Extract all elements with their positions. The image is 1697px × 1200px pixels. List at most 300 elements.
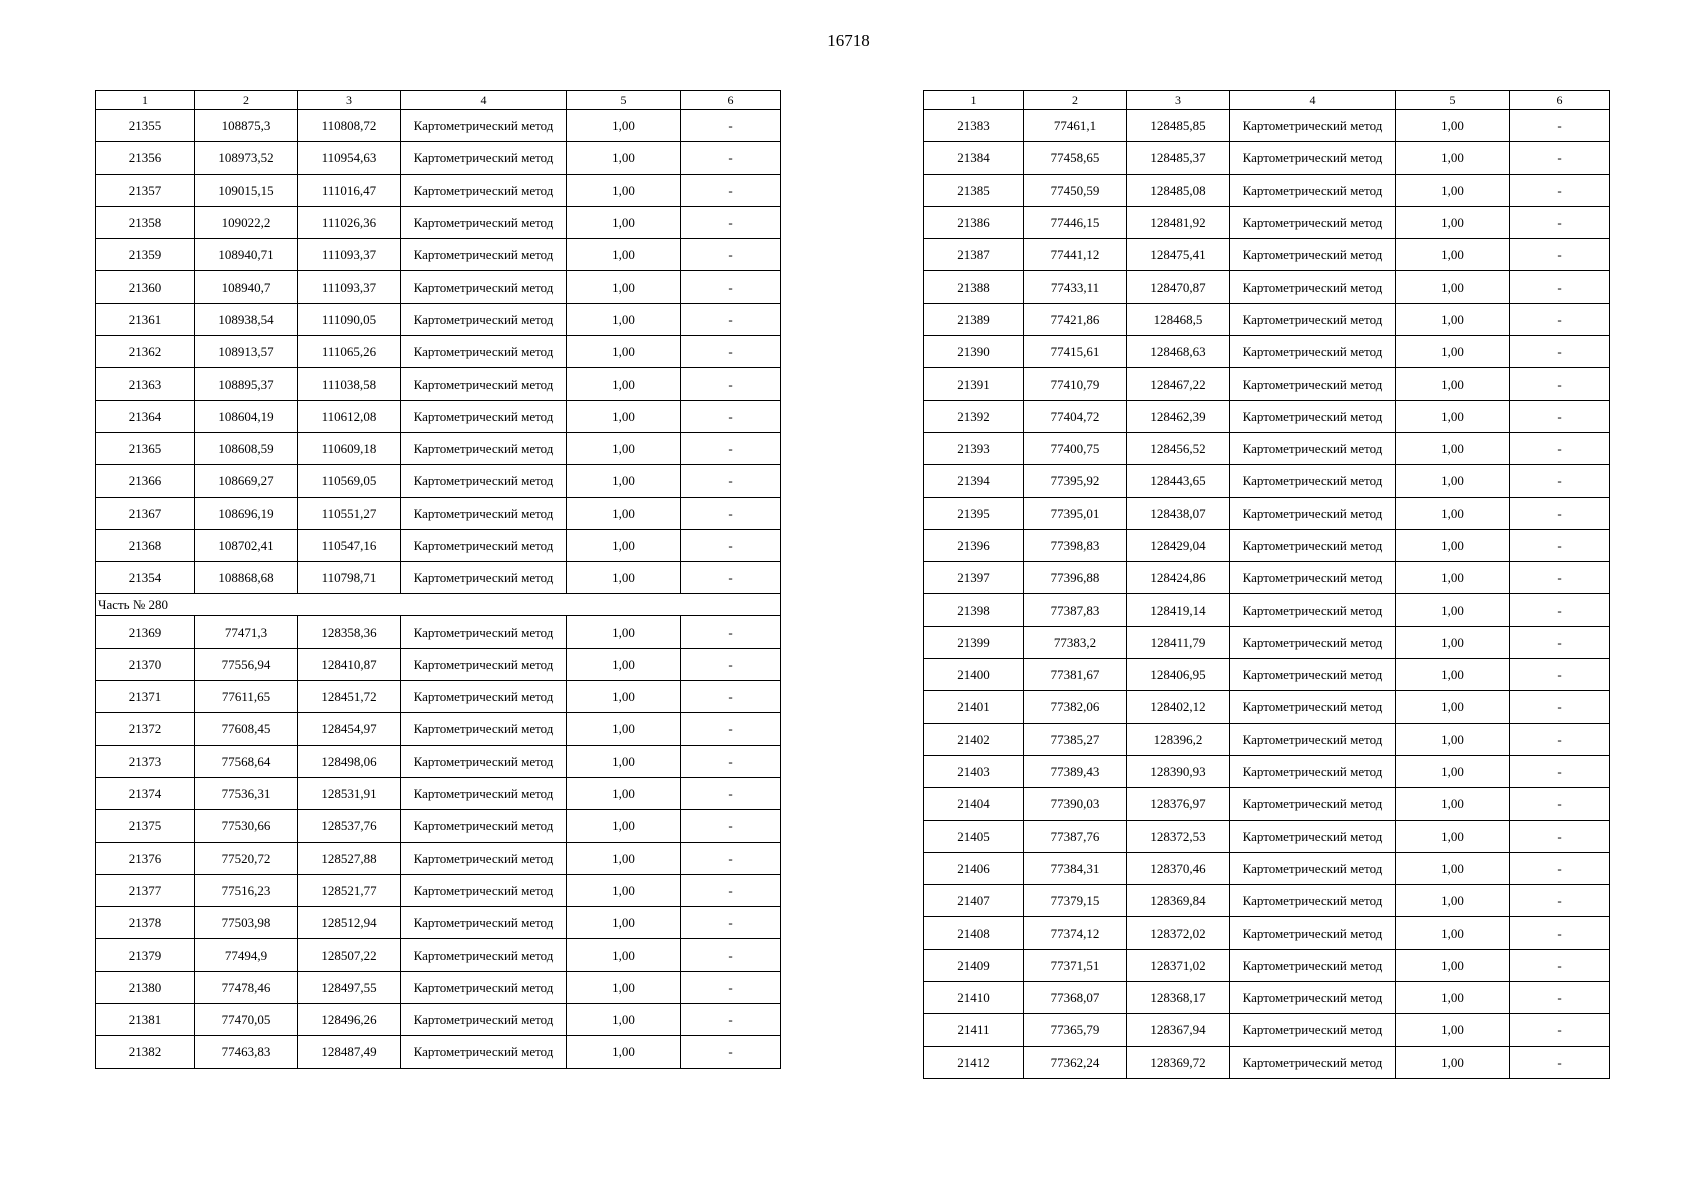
- accuracy-cell: 1,00: [1396, 659, 1510, 691]
- table-row: [96, 842, 781, 874]
- y-coordinate-cell: 128390,93: [1127, 755, 1230, 787]
- x-coordinate-cell: 77441,12: [1024, 239, 1127, 271]
- method-cell: Картометрический метод: [1230, 626, 1396, 658]
- note-cell: -: [1510, 691, 1610, 723]
- table-row: [96, 810, 781, 842]
- accuracy-cell: 1,00: [567, 529, 681, 561]
- note-cell: -: [1510, 1046, 1610, 1078]
- x-coordinate-cell: 77381,67: [1024, 659, 1127, 691]
- method-cell: Картометрический метод: [1230, 852, 1396, 884]
- point-number-cell: 21368: [96, 529, 195, 561]
- note-cell: -: [681, 529, 781, 561]
- table-row: [924, 820, 1610, 852]
- method-cell: Картометрический метод: [1230, 917, 1396, 949]
- table-row: [924, 1014, 1610, 1046]
- method-cell: Картометрический метод: [401, 368, 567, 400]
- accuracy-cell: 1,00: [1396, 497, 1510, 529]
- y-coordinate-cell: 128451,72: [298, 681, 401, 713]
- method-cell: Картометрический метод: [1230, 303, 1396, 335]
- point-number-cell: 21385: [924, 174, 1024, 206]
- y-coordinate-cell: 128372,02: [1127, 917, 1230, 949]
- accuracy-cell: 1,00: [567, 1036, 681, 1068]
- point-number-cell: 21380: [96, 971, 195, 1003]
- column-header-5: 5: [567, 91, 681, 110]
- y-coordinate-cell: 128485,85: [1127, 110, 1230, 142]
- column-header-4: 4: [1230, 91, 1396, 110]
- table-row: [924, 271, 1610, 303]
- y-coordinate-cell: 110954,63: [298, 142, 401, 174]
- y-coordinate-cell: 128438,07: [1127, 497, 1230, 529]
- note-cell: -: [1510, 659, 1610, 691]
- y-coordinate-cell: 128470,87: [1127, 271, 1230, 303]
- y-coordinate-cell: 128475,41: [1127, 239, 1230, 271]
- table-row: [924, 336, 1610, 368]
- accuracy-cell: 1,00: [1396, 142, 1510, 174]
- table-row: [96, 174, 781, 206]
- method-cell: Картометрический метод: [401, 239, 567, 271]
- right-table-body: [924, 91, 1610, 1079]
- note-cell: -: [681, 842, 781, 874]
- point-number-cell: 21411: [924, 1014, 1024, 1046]
- method-cell: Картометрический метод: [1230, 497, 1396, 529]
- x-coordinate-cell: 108940,71: [195, 239, 298, 271]
- table-row: [96, 777, 781, 809]
- table-row: [96, 336, 781, 368]
- column-header-1: 1: [96, 91, 195, 110]
- y-coordinate-cell: 128424,86: [1127, 562, 1230, 594]
- note-cell: -: [1510, 336, 1610, 368]
- point-number-cell: 21386: [924, 206, 1024, 238]
- accuracy-cell: 1,00: [567, 368, 681, 400]
- note-cell: -: [1510, 271, 1610, 303]
- point-number-cell: 21383: [924, 110, 1024, 142]
- x-coordinate-cell: 77421,86: [1024, 303, 1127, 335]
- point-number-cell: 21362: [96, 336, 195, 368]
- accuracy-cell: 1,00: [567, 648, 681, 680]
- method-cell: Картометрический метод: [401, 842, 567, 874]
- x-coordinate-cell: 77470,05: [195, 1004, 298, 1036]
- section-label: Часть № 280: [96, 594, 781, 616]
- accuracy-cell: 1,00: [567, 142, 681, 174]
- accuracy-cell: 1,00: [567, 842, 681, 874]
- table-row: [96, 713, 781, 745]
- accuracy-cell: 1,00: [567, 681, 681, 713]
- y-coordinate-cell: 128396,2: [1127, 723, 1230, 755]
- x-coordinate-cell: 108608,59: [195, 432, 298, 464]
- y-coordinate-cell: 128376,97: [1127, 788, 1230, 820]
- x-coordinate-cell: 77398,83: [1024, 529, 1127, 561]
- table-row: [924, 465, 1610, 497]
- y-coordinate-cell: 128467,22: [1127, 368, 1230, 400]
- note-cell: -: [681, 616, 781, 648]
- y-coordinate-cell: 128443,65: [1127, 465, 1230, 497]
- method-cell: Картометрический метод: [1230, 1014, 1396, 1046]
- point-number-cell: 21401: [924, 691, 1024, 723]
- method-cell: Картометрический метод: [1230, 755, 1396, 787]
- x-coordinate-cell: 77458,65: [1024, 142, 1127, 174]
- y-coordinate-cell: 128419,14: [1127, 594, 1230, 626]
- y-coordinate-cell: 111093,37: [298, 239, 401, 271]
- method-cell: Картометрический метод: [1230, 562, 1396, 594]
- y-coordinate-cell: 128487,49: [298, 1036, 401, 1068]
- table-row: [924, 723, 1610, 755]
- x-coordinate-cell: 77383,2: [1024, 626, 1127, 658]
- method-cell: Картометрический метод: [1230, 594, 1396, 626]
- note-cell: -: [1510, 1014, 1610, 1046]
- x-coordinate-cell: 77400,75: [1024, 432, 1127, 464]
- point-number-cell: 21365: [96, 432, 195, 464]
- y-coordinate-cell: 110547,16: [298, 529, 401, 561]
- x-coordinate-cell: 77556,94: [195, 648, 298, 680]
- column-header-6: 6: [1510, 91, 1610, 110]
- accuracy-cell: 1,00: [1396, 885, 1510, 917]
- y-coordinate-cell: 128485,08: [1127, 174, 1230, 206]
- x-coordinate-cell: 77395,92: [1024, 465, 1127, 497]
- point-number-cell: 21395: [924, 497, 1024, 529]
- note-cell: -: [1510, 723, 1610, 755]
- point-number-cell: 21376: [96, 842, 195, 874]
- y-coordinate-cell: 128512,94: [298, 907, 401, 939]
- table-row: [924, 497, 1610, 529]
- point-number-cell: 21375: [96, 810, 195, 842]
- accuracy-cell: 1,00: [1396, 626, 1510, 658]
- y-coordinate-cell: 128454,97: [298, 713, 401, 745]
- column-header-4: 4: [401, 91, 567, 110]
- point-number-cell: 21377: [96, 874, 195, 906]
- note-cell: -: [681, 110, 781, 142]
- point-number-cell: 21372: [96, 713, 195, 745]
- table-row: [96, 271, 781, 303]
- table-row: [924, 755, 1610, 787]
- column-header-1: 1: [924, 91, 1024, 110]
- note-cell: -: [681, 562, 781, 594]
- note-cell: -: [1510, 820, 1610, 852]
- x-coordinate-cell: 77463,83: [195, 1036, 298, 1068]
- x-coordinate-cell: 108973,52: [195, 142, 298, 174]
- accuracy-cell: 1,00: [567, 432, 681, 464]
- left-table-body: [96, 91, 781, 1069]
- method-cell: Картометрический метод: [401, 907, 567, 939]
- column-header-3: 3: [1127, 91, 1230, 110]
- x-coordinate-cell: 77371,51: [1024, 949, 1127, 981]
- note-cell: -: [681, 874, 781, 906]
- method-cell: Картометрический метод: [401, 713, 567, 745]
- x-coordinate-cell: 108940,7: [195, 271, 298, 303]
- accuracy-cell: 1,00: [567, 239, 681, 271]
- accuracy-cell: 1,00: [1396, 174, 1510, 206]
- x-coordinate-cell: 77568,64: [195, 745, 298, 777]
- table-row: [96, 907, 781, 939]
- table-row: [924, 949, 1610, 981]
- x-coordinate-cell: 109015,15: [195, 174, 298, 206]
- table-row: [924, 239, 1610, 271]
- note-cell: -: [1510, 174, 1610, 206]
- note-cell: -: [1510, 497, 1610, 529]
- method-cell: Картометрический метод: [401, 174, 567, 206]
- x-coordinate-cell: 108938,54: [195, 303, 298, 335]
- method-cell: Картометрический метод: [401, 1036, 567, 1068]
- note-cell: -: [681, 271, 781, 303]
- x-coordinate-cell: 108669,27: [195, 465, 298, 497]
- point-number-cell: 21381: [96, 1004, 195, 1036]
- accuracy-cell: 1,00: [1396, 723, 1510, 755]
- x-coordinate-cell: 77415,61: [1024, 336, 1127, 368]
- method-cell: Картометрический метод: [1230, 949, 1396, 981]
- y-coordinate-cell: 111090,05: [298, 303, 401, 335]
- point-number-cell: 21371: [96, 681, 195, 713]
- y-coordinate-cell: 128468,63: [1127, 336, 1230, 368]
- y-coordinate-cell: 111026,36: [298, 206, 401, 238]
- table-row: [924, 303, 1610, 335]
- x-coordinate-cell: 77410,79: [1024, 368, 1127, 400]
- accuracy-cell: 1,00: [567, 810, 681, 842]
- accuracy-cell: 1,00: [567, 907, 681, 939]
- y-coordinate-cell: 110808,72: [298, 110, 401, 142]
- y-coordinate-cell: 110569,05: [298, 465, 401, 497]
- y-coordinate-cell: 128406,95: [1127, 659, 1230, 691]
- table-row: [96, 110, 781, 142]
- note-cell: -: [1510, 982, 1610, 1014]
- method-cell: Картометрический метод: [1230, 788, 1396, 820]
- y-coordinate-cell: 128481,92: [1127, 206, 1230, 238]
- table-row: [924, 432, 1610, 464]
- note-cell: -: [681, 239, 781, 271]
- table-row: [96, 1004, 781, 1036]
- table-row: [96, 681, 781, 713]
- y-coordinate-cell: 128456,52: [1127, 432, 1230, 464]
- x-coordinate-cell: 77516,23: [195, 874, 298, 906]
- note-cell: -: [1510, 949, 1610, 981]
- x-coordinate-cell: 77503,98: [195, 907, 298, 939]
- point-number-cell: 21384: [924, 142, 1024, 174]
- point-number-cell: 21408: [924, 917, 1024, 949]
- x-coordinate-cell: 108696,19: [195, 497, 298, 529]
- y-coordinate-cell: 110798,71: [298, 562, 401, 594]
- table-row: [96, 745, 781, 777]
- accuracy-cell: 1,00: [1396, 982, 1510, 1014]
- table-row: [96, 368, 781, 400]
- accuracy-cell: 1,00: [1396, 691, 1510, 723]
- x-coordinate-cell: 108604,19: [195, 400, 298, 432]
- x-coordinate-cell: 77478,46: [195, 971, 298, 1003]
- y-coordinate-cell: 110609,18: [298, 432, 401, 464]
- method-cell: Картометрический метод: [1230, 1046, 1396, 1078]
- table-row: [924, 110, 1610, 142]
- table-row: [924, 368, 1610, 400]
- y-coordinate-cell: 128429,04: [1127, 529, 1230, 561]
- accuracy-cell: 1,00: [1396, 1014, 1510, 1046]
- accuracy-cell: 1,00: [567, 562, 681, 594]
- method-cell: Картометрический метод: [401, 400, 567, 432]
- y-coordinate-cell: 111016,47: [298, 174, 401, 206]
- accuracy-cell: 1,00: [1396, 852, 1510, 884]
- accuracy-cell: 1,00: [567, 497, 681, 529]
- table-row: [96, 1036, 781, 1068]
- x-coordinate-cell: 77384,31: [1024, 852, 1127, 884]
- accuracy-cell: 1,00: [1396, 239, 1510, 271]
- accuracy-cell: 1,00: [1396, 206, 1510, 238]
- note-cell: -: [1510, 303, 1610, 335]
- accuracy-cell: 1,00: [567, 939, 681, 971]
- point-number-cell: 21387: [924, 239, 1024, 271]
- point-number-cell: 21392: [924, 400, 1024, 432]
- x-coordinate-cell: 77446,15: [1024, 206, 1127, 238]
- accuracy-cell: 1,00: [567, 303, 681, 335]
- table-row: [924, 206, 1610, 238]
- method-cell: Картометрический метод: [1230, 529, 1396, 561]
- accuracy-cell: 1,00: [1396, 303, 1510, 335]
- accuracy-cell: 1,00: [1396, 755, 1510, 787]
- note-cell: -: [1510, 432, 1610, 464]
- method-cell: Картометрический метод: [401, 745, 567, 777]
- column-header-2: 2: [1024, 91, 1127, 110]
- method-cell: Картометрический метод: [401, 562, 567, 594]
- note-cell: -: [1510, 626, 1610, 658]
- method-cell: Картометрический метод: [401, 616, 567, 648]
- point-number-cell: 21374: [96, 777, 195, 809]
- accuracy-cell: 1,00: [567, 1004, 681, 1036]
- method-cell: Картометрический метод: [401, 303, 567, 335]
- point-number-cell: 21405: [924, 820, 1024, 852]
- note-cell: -: [1510, 594, 1610, 626]
- note-cell: -: [1510, 529, 1610, 561]
- x-coordinate-cell: 77365,79: [1024, 1014, 1127, 1046]
- y-coordinate-cell: 128468,5: [1127, 303, 1230, 335]
- accuracy-cell: 1,00: [567, 971, 681, 1003]
- note-cell: -: [1510, 788, 1610, 820]
- x-coordinate-cell: 77611,65: [195, 681, 298, 713]
- table-row: [96, 529, 781, 561]
- accuracy-cell: 1,00: [567, 110, 681, 142]
- method-cell: Картометрический метод: [1230, 336, 1396, 368]
- point-number-cell: 21410: [924, 982, 1024, 1014]
- accuracy-cell: 1,00: [1396, 1046, 1510, 1078]
- note-cell: -: [681, 432, 781, 464]
- note-cell: -: [681, 400, 781, 432]
- point-number-cell: 21359: [96, 239, 195, 271]
- point-number-cell: 21361: [96, 303, 195, 335]
- note-cell: -: [1510, 206, 1610, 238]
- y-coordinate-cell: 128358,36: [298, 616, 401, 648]
- accuracy-cell: 1,00: [567, 713, 681, 745]
- x-coordinate-cell: 77494,9: [195, 939, 298, 971]
- y-coordinate-cell: 128369,84: [1127, 885, 1230, 917]
- note-cell: -: [681, 777, 781, 809]
- note-cell: -: [681, 713, 781, 745]
- accuracy-cell: 1,00: [567, 400, 681, 432]
- method-cell: Картометрический метод: [1230, 271, 1396, 303]
- accuracy-cell: 1,00: [1396, 465, 1510, 497]
- method-cell: Картометрический метод: [1230, 239, 1396, 271]
- x-coordinate-cell: 77389,43: [1024, 755, 1127, 787]
- accuracy-cell: 1,00: [1396, 432, 1510, 464]
- y-coordinate-cell: 128507,22: [298, 939, 401, 971]
- accuracy-cell: 1,00: [567, 465, 681, 497]
- point-number-cell: 21382: [96, 1036, 195, 1068]
- y-coordinate-cell: 128498,06: [298, 745, 401, 777]
- table-row: [924, 400, 1610, 432]
- y-coordinate-cell: 128369,72: [1127, 1046, 1230, 1078]
- accuracy-cell: 1,00: [1396, 788, 1510, 820]
- method-cell: Картометрический метод: [1230, 174, 1396, 206]
- table-row: [96, 648, 781, 680]
- method-cell: Картометрический метод: [401, 271, 567, 303]
- note-cell: -: [681, 745, 781, 777]
- x-coordinate-cell: 108913,57: [195, 336, 298, 368]
- x-coordinate-cell: 108702,41: [195, 529, 298, 561]
- point-number-cell: 21389: [924, 303, 1024, 335]
- x-coordinate-cell: 77368,07: [1024, 982, 1127, 1014]
- accuracy-cell: 1,00: [1396, 336, 1510, 368]
- table-row: [96, 432, 781, 464]
- x-coordinate-cell: 77396,88: [1024, 562, 1127, 594]
- x-coordinate-cell: 77433,11: [1024, 271, 1127, 303]
- x-coordinate-cell: 77536,31: [195, 777, 298, 809]
- x-coordinate-cell: 77461,1: [1024, 110, 1127, 142]
- point-number-cell: 21402: [924, 723, 1024, 755]
- note-cell: -: [681, 206, 781, 238]
- note-cell: -: [1510, 562, 1610, 594]
- note-cell: -: [681, 648, 781, 680]
- x-coordinate-cell: 109022,2: [195, 206, 298, 238]
- point-number-cell: 21369: [96, 616, 195, 648]
- table-row: [96, 142, 781, 174]
- table-row: [924, 529, 1610, 561]
- note-cell: -: [681, 681, 781, 713]
- point-number-cell: 21400: [924, 659, 1024, 691]
- table-row: [924, 659, 1610, 691]
- column-header-3: 3: [298, 91, 401, 110]
- x-coordinate-cell: 77520,72: [195, 842, 298, 874]
- note-cell: -: [681, 174, 781, 206]
- method-cell: Картометрический метод: [401, 681, 567, 713]
- table-row: [96, 239, 781, 271]
- table-row: [96, 616, 781, 648]
- x-coordinate-cell: 77382,06: [1024, 691, 1127, 723]
- table-row: [924, 142, 1610, 174]
- method-cell: Картометрический метод: [401, 336, 567, 368]
- accuracy-cell: 1,00: [1396, 820, 1510, 852]
- point-number-cell: 21388: [924, 271, 1024, 303]
- method-cell: Картометрический метод: [1230, 982, 1396, 1014]
- x-coordinate-cell: 108895,37: [195, 368, 298, 400]
- accuracy-cell: 1,00: [567, 336, 681, 368]
- point-number-cell: 21379: [96, 939, 195, 971]
- table-row: [96, 465, 781, 497]
- y-coordinate-cell: 111038,58: [298, 368, 401, 400]
- table-row: [924, 626, 1610, 658]
- method-cell: Картометрический метод: [401, 465, 567, 497]
- method-cell: Картометрический метод: [1230, 723, 1396, 755]
- table-row: [96, 562, 781, 594]
- point-number-cell: 21355: [96, 110, 195, 142]
- accuracy-cell: 1,00: [1396, 562, 1510, 594]
- x-coordinate-cell: 108875,3: [195, 110, 298, 142]
- method-cell: Картометрический метод: [1230, 400, 1396, 432]
- table-row: [96, 400, 781, 432]
- note-cell: -: [1510, 885, 1610, 917]
- point-number-cell: 21370: [96, 648, 195, 680]
- accuracy-cell: 1,00: [1396, 529, 1510, 561]
- table-row: [96, 939, 781, 971]
- y-coordinate-cell: 128521,77: [298, 874, 401, 906]
- table-row: [96, 497, 781, 529]
- accuracy-cell: 1,00: [1396, 271, 1510, 303]
- y-coordinate-cell: 128485,37: [1127, 142, 1230, 174]
- x-coordinate-cell: 77390,03: [1024, 788, 1127, 820]
- point-number-cell: 21404: [924, 788, 1024, 820]
- column-header-6: 6: [681, 91, 781, 110]
